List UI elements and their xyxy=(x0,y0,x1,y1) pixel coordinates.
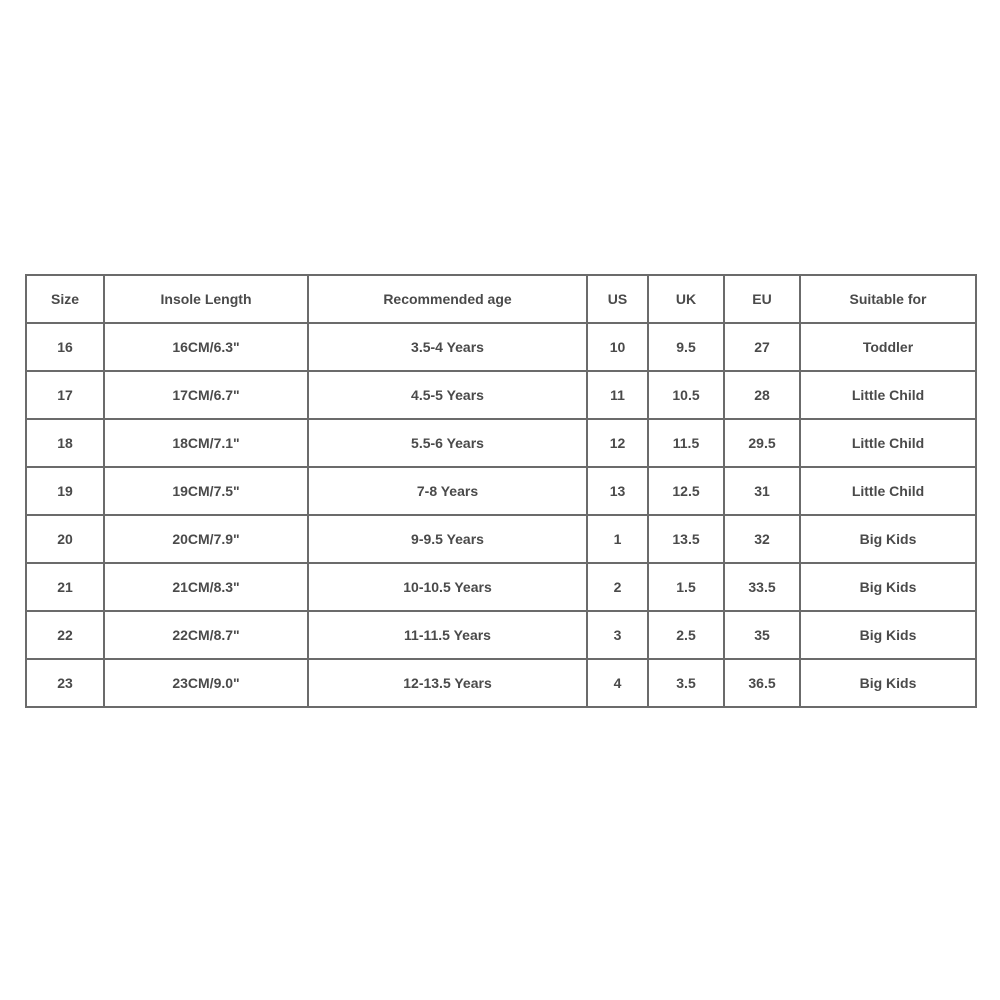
cell-insole-length: 22CM/8.7" xyxy=(104,611,308,659)
cell-size: 20 xyxy=(26,515,104,563)
cell-recommended-age: 10-10.5 Years xyxy=(308,563,587,611)
cell-size: 22 xyxy=(26,611,104,659)
cell-eu: 33.5 xyxy=(724,563,800,611)
cell-recommended-age: 5.5-6 Years xyxy=(308,419,587,467)
cell-recommended-age: 3.5-4 Years xyxy=(308,323,587,371)
cell-uk: 2.5 xyxy=(648,611,724,659)
table-row xyxy=(26,467,976,515)
table-row xyxy=(26,419,976,467)
cell-us: 2 xyxy=(587,563,648,611)
cell-size: 23 xyxy=(26,659,104,707)
header-insole-length: Insole Length xyxy=(104,275,308,323)
cell-eu: 27 xyxy=(724,323,800,371)
cell-recommended-age: 7-8 Years xyxy=(308,467,587,515)
table-row xyxy=(26,659,976,707)
cell-eu: 35 xyxy=(724,611,800,659)
cell-uk: 9.5 xyxy=(648,323,724,371)
header-uk: UK xyxy=(648,275,724,323)
cell-eu: 32 xyxy=(724,515,800,563)
cell-insole-length: 19CM/7.5" xyxy=(104,467,308,515)
cell-suitable-for: Big Kids xyxy=(800,515,976,563)
cell-us: 12 xyxy=(587,419,648,467)
cell-us: 13 xyxy=(587,467,648,515)
table-row xyxy=(26,611,976,659)
table-row xyxy=(26,371,976,419)
cell-recommended-age: 12-13.5 Years xyxy=(308,659,587,707)
cell-size: 21 xyxy=(26,563,104,611)
cell-us: 11 xyxy=(587,371,648,419)
header-us: US xyxy=(587,275,648,323)
cell-suitable-for: Toddler xyxy=(800,323,976,371)
cell-suitable-for: Little Child xyxy=(800,371,976,419)
header-eu: EU xyxy=(724,275,800,323)
cell-suitable-for: Little Child xyxy=(800,467,976,515)
table-row xyxy=(26,563,976,611)
cell-suitable-for: Big Kids xyxy=(800,611,976,659)
cell-suitable-for: Big Kids xyxy=(800,563,976,611)
cell-insole-length: 20CM/7.9" xyxy=(104,515,308,563)
header-suitable-for: Suitable for xyxy=(800,275,976,323)
cell-uk: 11.5 xyxy=(648,419,724,467)
cell-us: 1 xyxy=(587,515,648,563)
cell-eu: 28 xyxy=(724,371,800,419)
cell-eu: 31 xyxy=(724,467,800,515)
cell-insole-length: 17CM/6.7" xyxy=(104,371,308,419)
cell-recommended-age: 11-11.5 Years xyxy=(308,611,587,659)
cell-insole-length: 21CM/8.3" xyxy=(104,563,308,611)
cell-eu: 29.5 xyxy=(724,419,800,467)
cell-suitable-for: Little Child xyxy=(800,419,976,467)
cell-suitable-for: Big Kids xyxy=(800,659,976,707)
cell-size: 18 xyxy=(26,419,104,467)
size-chart-table xyxy=(25,274,977,708)
cell-uk: 12.5 xyxy=(648,467,724,515)
cell-insole-length: 16CM/6.3" xyxy=(104,323,308,371)
header-row xyxy=(26,275,976,323)
cell-recommended-age: 4.5-5 Years xyxy=(308,371,587,419)
cell-recommended-age: 9-9.5 Years xyxy=(308,515,587,563)
table-body xyxy=(26,323,976,707)
cell-eu: 36.5 xyxy=(724,659,800,707)
cell-uk: 13.5 xyxy=(648,515,724,563)
table-header xyxy=(26,275,976,323)
table-row xyxy=(26,515,976,563)
cell-size: 16 xyxy=(26,323,104,371)
cell-uk: 10.5 xyxy=(648,371,724,419)
cell-size: 17 xyxy=(26,371,104,419)
header-size: Size xyxy=(26,275,104,323)
table-row xyxy=(26,323,976,371)
cell-us: 10 xyxy=(587,323,648,371)
cell-us: 3 xyxy=(587,611,648,659)
cell-size: 19 xyxy=(26,467,104,515)
cell-insole-length: 23CM/9.0" xyxy=(104,659,308,707)
cell-uk: 3.5 xyxy=(648,659,724,707)
cell-us: 4 xyxy=(587,659,648,707)
header-recommended-age: Recommended age xyxy=(308,275,587,323)
cell-uk: 1.5 xyxy=(648,563,724,611)
cell-insole-length: 18CM/7.1" xyxy=(104,419,308,467)
